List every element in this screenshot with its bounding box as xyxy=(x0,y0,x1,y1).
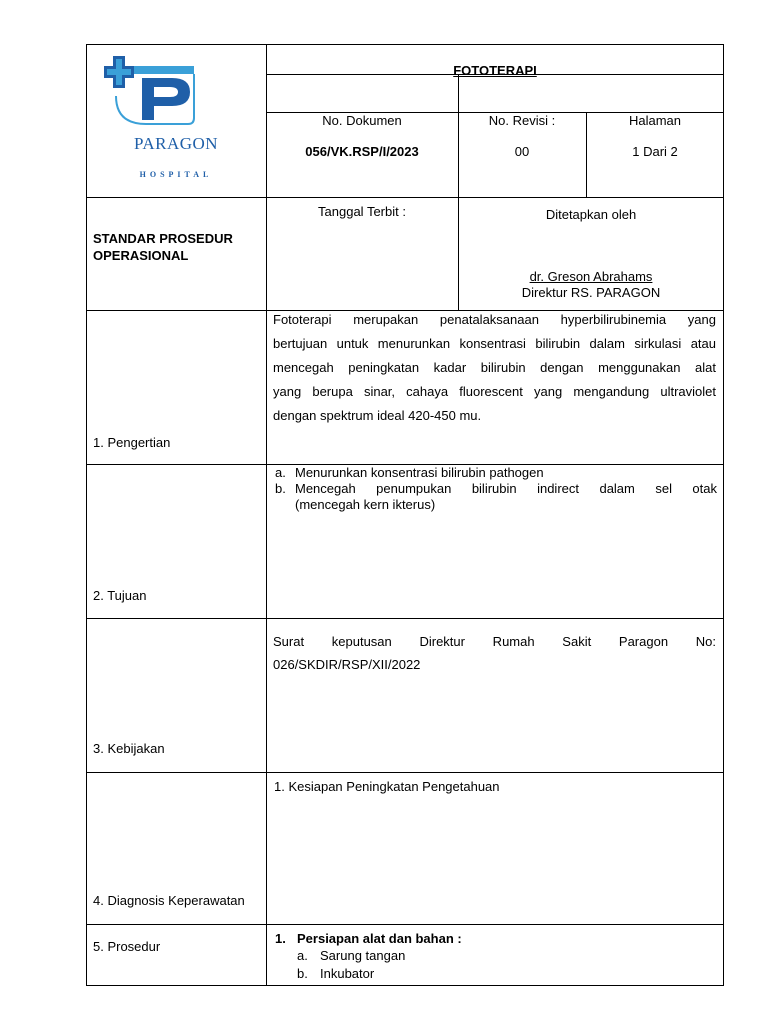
signer-name: dr. Greson Abrahams xyxy=(529,269,653,284)
prosedur-heading: Persiapan alat dan bahan : xyxy=(297,931,462,946)
tujuan-item-text: Mencegah penumpukan bilirubin indirect dalam sel otak xyxy=(295,481,717,496)
pengertian-label: 1. Pengertian xyxy=(93,435,171,450)
no-dokumen-value: 056/VK.RSP/I/2023 xyxy=(305,144,419,159)
hospital-cross-p-logo-icon xyxy=(86,44,266,144)
border-right xyxy=(723,44,724,986)
pengertian-line: mencegah peningkatan kadar bilirubin dengan menggunakan alat xyxy=(273,360,716,375)
sop-document xyxy=(86,44,724,986)
tanggal-terbit-label: Tanggal Terbit : xyxy=(318,204,406,219)
list-marker: b. xyxy=(297,966,308,981)
no-dokumen-label: No. Dokumen xyxy=(322,113,402,128)
kebijakan-label: 3. Kebijakan xyxy=(93,741,165,756)
paragon-logo xyxy=(86,44,266,197)
row-sep-4 xyxy=(86,618,724,619)
diagnosis-item: 1. Kesiapan Peningkatan Pengetahuan xyxy=(274,779,500,794)
signer-title: Direktur RS. PARAGON xyxy=(521,285,661,300)
sop-label-line1: STANDAR PROSEDUR xyxy=(93,231,233,246)
kebijakan-line1: Surat keputusan Direktur Rumah Sakit Paragon No: xyxy=(273,634,716,649)
document-title: FOTOTERAPI xyxy=(453,63,537,78)
no-revisi-value: 00 xyxy=(514,144,530,159)
list-marker: a. xyxy=(297,948,308,963)
pengertian-text xyxy=(273,308,716,428)
prosedur-heading-marker: 1. xyxy=(275,931,286,946)
tujuan-item-b xyxy=(275,481,717,513)
list-marker: b. xyxy=(275,481,286,496)
row-sep-6 xyxy=(86,924,724,925)
sop-label-line2: OPERASIONAL xyxy=(93,248,189,263)
row-sep-5 xyxy=(86,772,724,773)
ditetapkan-label: Ditetapkan oleh xyxy=(545,207,637,222)
column-divider xyxy=(266,44,267,986)
pengertian-line: dengan spektrum ideal 420-450 mu. xyxy=(273,408,482,423)
no-revisi-label: No. Revisi : xyxy=(488,113,556,128)
tujuan-label: 2. Tujuan xyxy=(93,588,147,603)
pengertian-line: yang berupa sinar, cahaya fluorescent yang mengandung ultraviolet xyxy=(273,384,716,399)
halaman-value: 1 Dari 2 xyxy=(632,144,678,159)
border-bottom xyxy=(86,985,724,986)
tujuan-item-text: Menurunkan konsentrasi bilirubin pathogen xyxy=(295,465,544,480)
row-sep-1 xyxy=(86,197,724,198)
pengertian-line: Fototerapi merupakan penatalaksanaan hyperbilirubinemia yang xyxy=(273,312,716,327)
logo-sub: HOSPITAL xyxy=(139,170,213,179)
kebijakan-line2: 026/SKDIR/RSP/XII/2022 xyxy=(273,657,421,672)
pengertian-line: bertujuan untuk menurunkan konsentrasi bilirubin dalam sirkulasi atau xyxy=(273,336,716,351)
halaman-label: Halaman xyxy=(628,113,682,128)
prosedur-item: Sarung tangan xyxy=(320,948,406,963)
tujuan-item-text-cont: (mencegah kern ikterus) xyxy=(295,497,436,512)
tujuan-item-a xyxy=(275,465,717,481)
logo-name: PARAGON xyxy=(133,134,219,153)
list-marker: a. xyxy=(275,465,286,480)
diagnosis-label: 4. Diagnosis Keperawatan xyxy=(93,893,245,908)
prosedur-label: 5. Prosedur xyxy=(93,939,161,954)
prosedur-item: Inkubator xyxy=(320,966,375,981)
